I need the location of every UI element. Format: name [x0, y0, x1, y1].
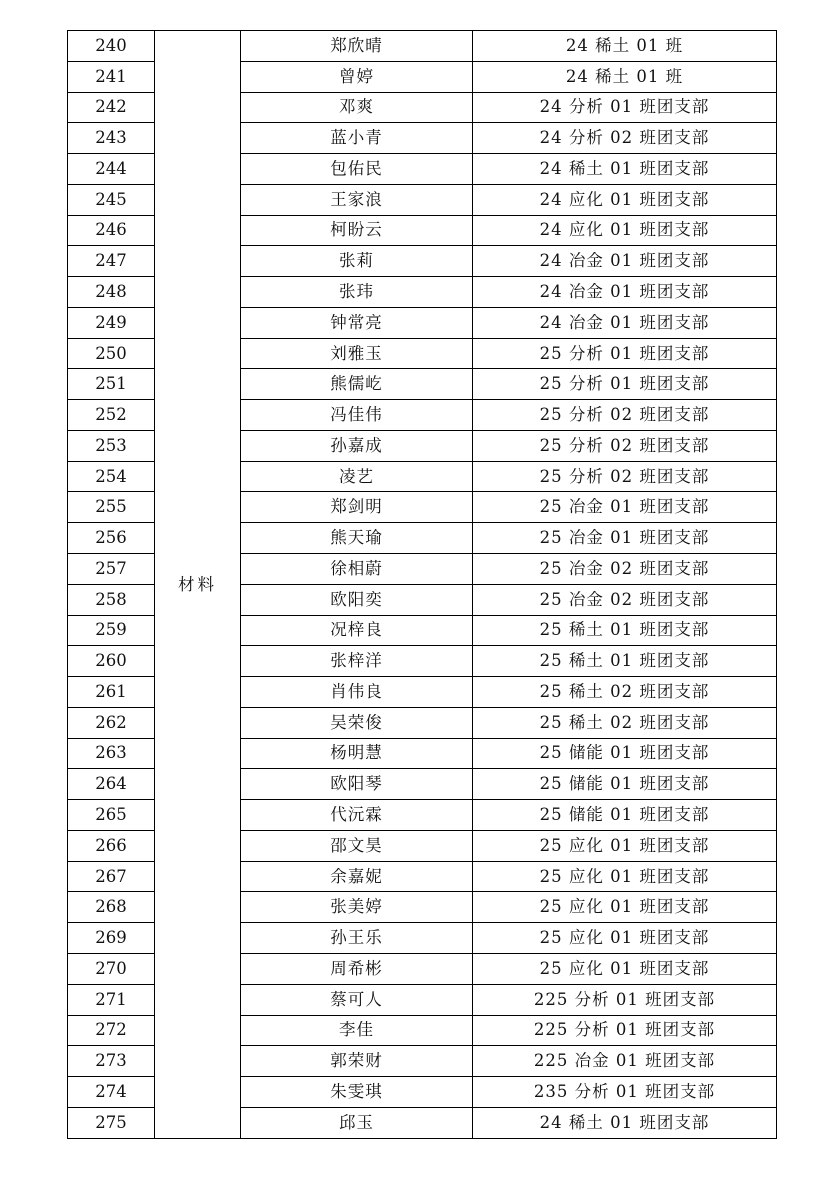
student-name-cell: 孙嘉成 — [241, 430, 473, 461]
student-name-cell: 邱玉 — [241, 1107, 473, 1138]
class-branch-cell: 25 分析 02 班团支部 — [473, 461, 777, 492]
class-branch-cell: 25 冶金 01 班团支部 — [473, 492, 777, 523]
class-branch-cell: 24 稀土 01 班团支部 — [473, 154, 777, 185]
row-number-cell: 250 — [68, 338, 155, 369]
row-number-cell: 265 — [68, 800, 155, 831]
student-name-cell: 蔡可人 — [241, 984, 473, 1015]
class-branch-cell: 25 应化 01 班团支部 — [473, 923, 777, 954]
student-name-cell: 郭荣财 — [241, 1046, 473, 1077]
class-branch-cell: 225 分析 01 班团支部 — [473, 984, 777, 1015]
student-name-cell: 邵文昊 — [241, 830, 473, 861]
student-name-cell: 杨明慧 — [241, 738, 473, 769]
row-number-cell: 252 — [68, 400, 155, 431]
row-number-cell: 259 — [68, 615, 155, 646]
row-number-cell: 251 — [68, 369, 155, 400]
class-branch-cell: 25 分析 02 班团支部 — [473, 400, 777, 431]
roster-table — [67, 30, 777, 1139]
student-name-cell: 周希彬 — [241, 953, 473, 984]
class-branch-cell: 25 储能 01 班团支部 — [473, 800, 777, 831]
student-name-cell: 欧阳琴 — [241, 769, 473, 800]
student-name-cell: 凌艺 — [241, 461, 473, 492]
row-number-cell: 255 — [68, 492, 155, 523]
class-branch-cell: 24 应化 01 班团支部 — [473, 215, 777, 246]
student-name-cell: 刘雅玉 — [241, 338, 473, 369]
row-number-cell: 260 — [68, 646, 155, 677]
class-branch-cell: 235 分析 01 班团支部 — [473, 1077, 777, 1108]
row-number-cell: 263 — [68, 738, 155, 769]
student-name-cell: 余嘉妮 — [241, 861, 473, 892]
class-branch-cell: 24 稀土 01 班 — [473, 61, 777, 92]
class-branch-cell: 25 稀土 01 班团支部 — [473, 646, 777, 677]
row-number-cell: 245 — [68, 184, 155, 215]
student-name-cell: 张梓洋 — [241, 646, 473, 677]
class-branch-cell: 25 分析 02 班团支部 — [473, 430, 777, 461]
class-branch-cell: 24 冶金 01 班团支部 — [473, 246, 777, 277]
class-branch-cell: 24 稀土 01 班 — [473, 31, 777, 62]
student-name-cell: 蓝小青 — [241, 123, 473, 154]
class-branch-cell: 25 应化 01 班团支部 — [473, 861, 777, 892]
student-name-cell: 郑剑明 — [241, 492, 473, 523]
student-name-cell: 邓爽 — [241, 92, 473, 123]
row-number-cell: 261 — [68, 677, 155, 708]
class-branch-cell: 25 稀土 02 班团支部 — [473, 677, 777, 708]
class-branch-cell: 25 应化 01 班团支部 — [473, 892, 777, 923]
class-branch-cell: 25 储能 01 班团支部 — [473, 738, 777, 769]
row-number-cell: 248 — [68, 277, 155, 308]
student-name-cell: 钟常亮 — [241, 307, 473, 338]
student-name-cell: 熊儒屹 — [241, 369, 473, 400]
class-branch-cell: 25 冶金 02 班团支部 — [473, 584, 777, 615]
table-row — [68, 31, 777, 62]
student-name-cell: 王家浪 — [241, 184, 473, 215]
student-name-cell: 张莉 — [241, 246, 473, 277]
class-branch-cell: 24 分析 01 班团支部 — [473, 92, 777, 123]
row-number-cell: 266 — [68, 830, 155, 861]
row-number-cell: 254 — [68, 461, 155, 492]
class-branch-cell: 24 应化 01 班团支部 — [473, 184, 777, 215]
class-branch-cell: 25 冶金 01 班团支部 — [473, 523, 777, 554]
row-number-cell: 258 — [68, 584, 155, 615]
row-number-cell: 241 — [68, 61, 155, 92]
student-name-cell: 曾婷 — [241, 61, 473, 92]
class-branch-cell: 225 冶金 01 班团支部 — [473, 1046, 777, 1077]
row-number-cell: 243 — [68, 123, 155, 154]
student-name-cell: 李佳 — [241, 1015, 473, 1046]
class-branch-cell: 24 冶金 01 班团支部 — [473, 277, 777, 308]
class-branch-cell: 25 稀土 02 班团支部 — [473, 707, 777, 738]
row-number-cell: 257 — [68, 554, 155, 585]
class-branch-cell: 24 稀土 01 班团支部 — [473, 1107, 777, 1138]
student-name-cell: 熊天瑜 — [241, 523, 473, 554]
department-cell: 材料 — [155, 31, 241, 1139]
class-branch-cell: 25 分析 01 班团支部 — [473, 338, 777, 369]
class-branch-cell: 25 稀土 01 班团支部 — [473, 615, 777, 646]
class-branch-cell: 225 分析 01 班团支部 — [473, 1015, 777, 1046]
row-number-cell: 264 — [68, 769, 155, 800]
row-number-cell: 240 — [68, 31, 155, 62]
row-number-cell: 242 — [68, 92, 155, 123]
student-name-cell: 徐相蔚 — [241, 554, 473, 585]
class-branch-cell: 25 分析 01 班团支部 — [473, 369, 777, 400]
class-branch-cell: 25 冶金 02 班团支部 — [473, 554, 777, 585]
class-branch-cell: 24 冶金 01 班团支部 — [473, 307, 777, 338]
class-branch-cell: 25 储能 01 班团支部 — [473, 769, 777, 800]
row-number-cell: 267 — [68, 861, 155, 892]
student-name-cell: 代沅霖 — [241, 800, 473, 831]
class-branch-cell: 25 应化 01 班团支部 — [473, 830, 777, 861]
row-number-cell: 244 — [68, 154, 155, 185]
class-branch-cell: 25 应化 01 班团支部 — [473, 953, 777, 984]
row-number-cell: 249 — [68, 307, 155, 338]
row-number-cell: 262 — [68, 707, 155, 738]
row-number-cell: 271 — [68, 984, 155, 1015]
student-name-cell: 欧阳奕 — [241, 584, 473, 615]
row-number-cell: 246 — [68, 215, 155, 246]
student-name-cell: 肖伟良 — [241, 677, 473, 708]
row-number-cell: 275 — [68, 1107, 155, 1138]
row-number-cell: 274 — [68, 1077, 155, 1108]
roster-body — [68, 31, 777, 1139]
student-name-cell: 张玮 — [241, 277, 473, 308]
student-name-cell: 柯盼云 — [241, 215, 473, 246]
student-name-cell: 包佑民 — [241, 154, 473, 185]
student-name-cell: 朱雯琪 — [241, 1077, 473, 1108]
row-number-cell: 268 — [68, 892, 155, 923]
row-number-cell: 253 — [68, 430, 155, 461]
row-number-cell: 273 — [68, 1046, 155, 1077]
row-number-cell: 270 — [68, 953, 155, 984]
student-name-cell: 张美婷 — [241, 892, 473, 923]
class-branch-cell: 24 分析 02 班团支部 — [473, 123, 777, 154]
row-number-cell: 269 — [68, 923, 155, 954]
row-number-cell: 247 — [68, 246, 155, 277]
student-name-cell: 孙王乐 — [241, 923, 473, 954]
student-name-cell: 吴荣俊 — [241, 707, 473, 738]
student-name-cell: 冯佳伟 — [241, 400, 473, 431]
student-name-cell: 况梓良 — [241, 615, 473, 646]
row-number-cell: 272 — [68, 1015, 155, 1046]
row-number-cell: 256 — [68, 523, 155, 554]
student-name-cell: 郑欣晴 — [241, 31, 473, 62]
